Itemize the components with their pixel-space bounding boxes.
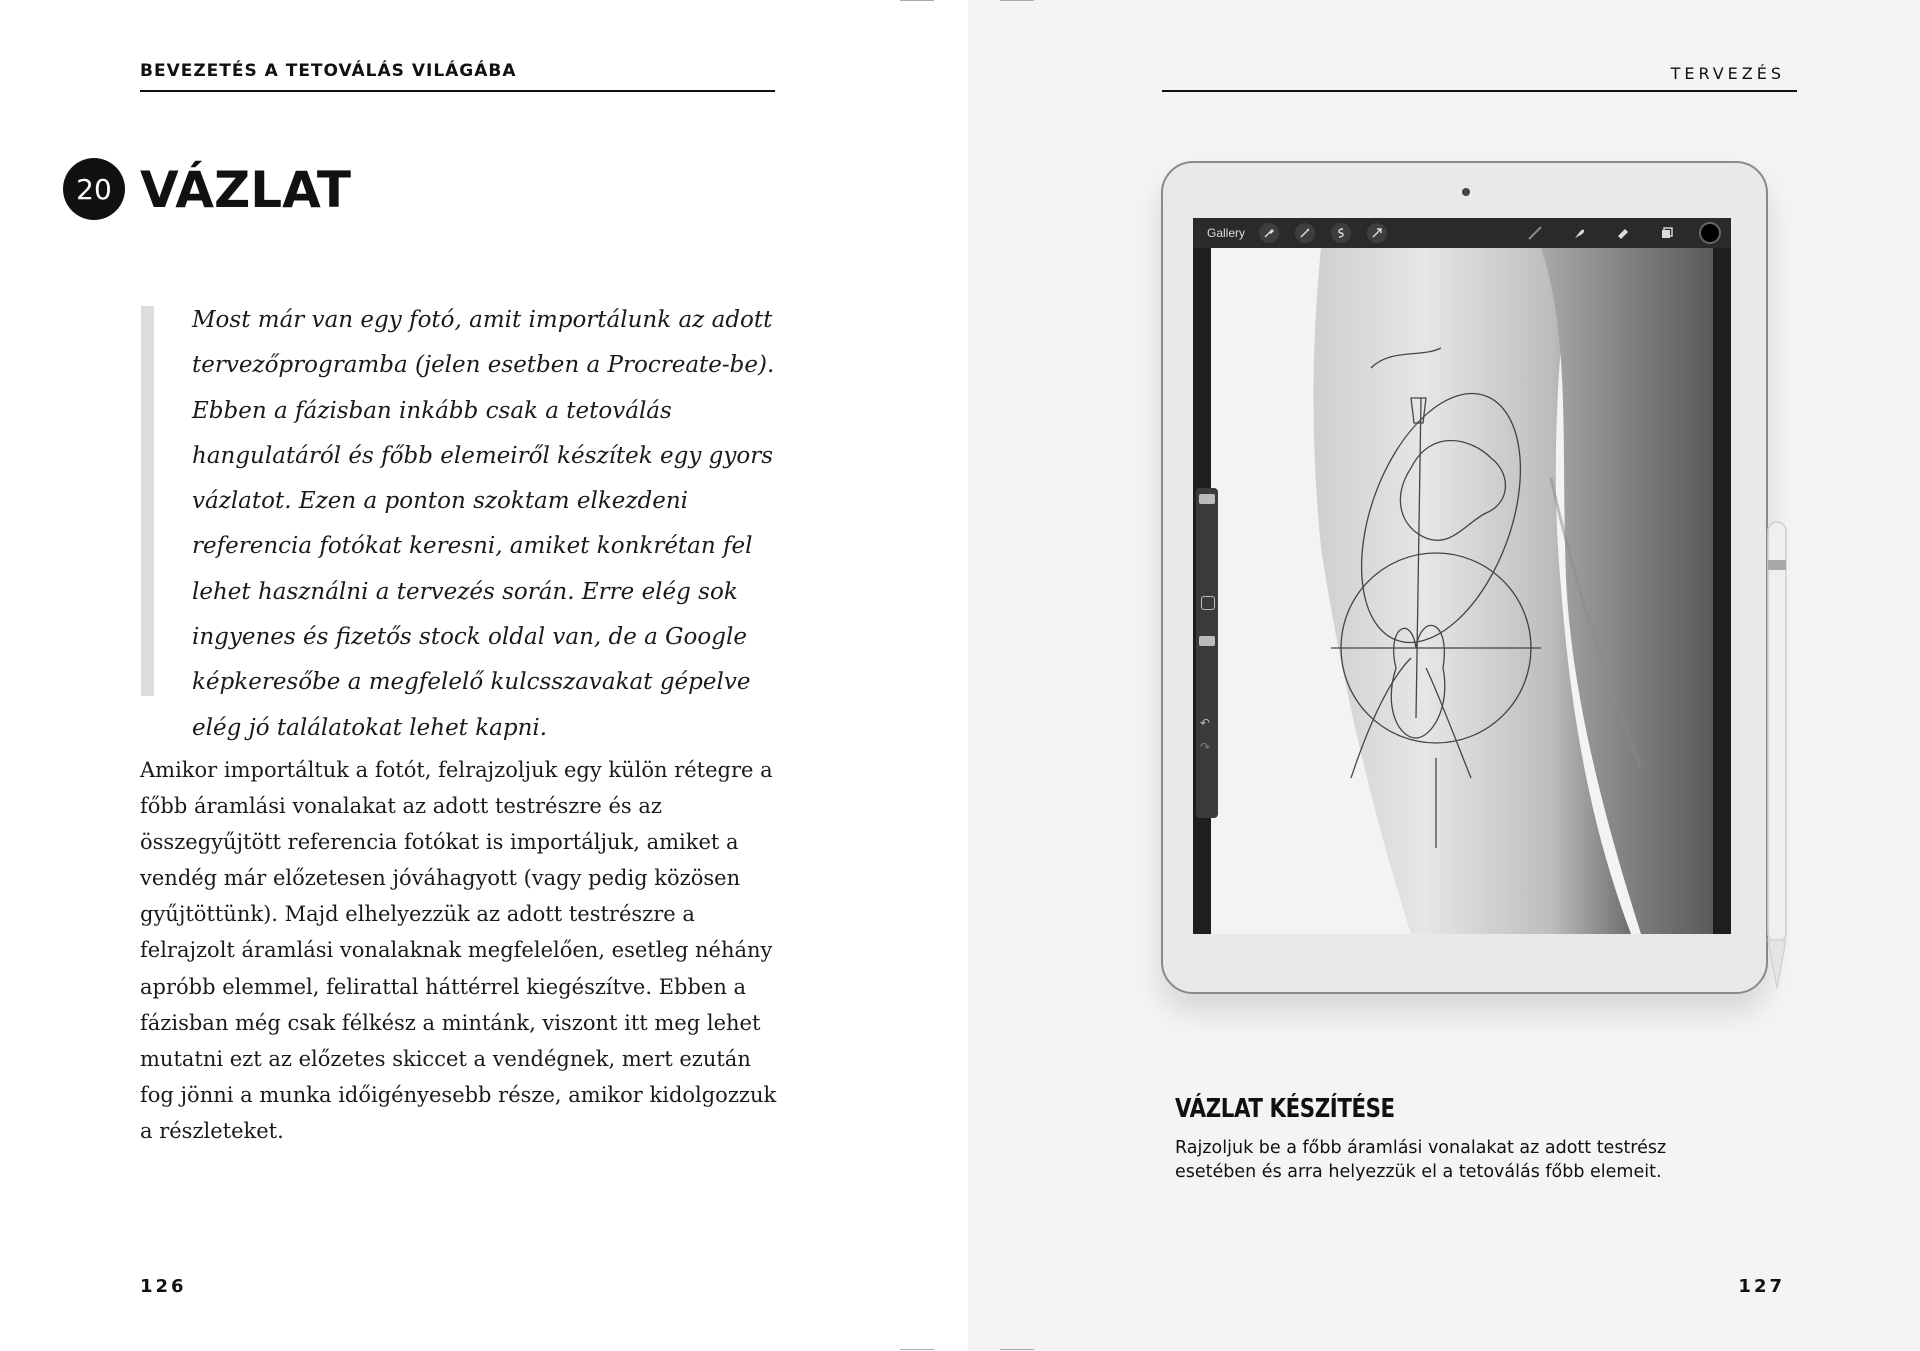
layers-icon[interactable] xyxy=(1657,223,1677,243)
undo-icon[interactable]: ↶ xyxy=(1200,716,1211,730)
crop-mark xyxy=(1000,1349,1034,1350)
page-number: 126 xyxy=(140,1276,187,1297)
right-toolset xyxy=(1501,222,1731,244)
header-rule xyxy=(1162,90,1797,92)
crop-mark xyxy=(900,1349,934,1350)
chapter-title: VÁZLAT xyxy=(140,161,352,219)
tablet-screen xyxy=(1193,218,1731,934)
opacity-slider[interactable] xyxy=(1199,636,1215,646)
caption-title: VÁZLAT KÉSZÍTÉSE xyxy=(1175,1094,1395,1124)
tablet-mockup xyxy=(1161,161,1768,994)
redo-icon[interactable]: ↷ xyxy=(1200,740,1211,754)
running-head: TERVEZÉS xyxy=(1670,64,1785,83)
drawing-canvas[interactable] xyxy=(1211,248,1713,934)
leg-sketch-image xyxy=(1211,248,1713,934)
page-number: 127 xyxy=(1738,1276,1785,1297)
pull-quote: Most már van egy fotó, amit importálunk az adott tervezőprogramba (jelen esetben a Procreate-be). Ebben a fázisban inkább csak a tetoválás hangulatáról és főbb elemeiről készítek egy gyors vázlatot. Ezen a ponton szoktam elkezdeni referencia fotókat keresni, amiket konkrétan fel lehet használni a tervezés során. Erre elég sok ingyenes és fizetős stock oldal van, de a Google képkeresőbe a megfelelő kulcsszavakat gépelve elég jó találatokat lehet kapni. xyxy=(192,307,775,741)
brush-icon[interactable] xyxy=(1525,223,1545,243)
body-paragraph: Amikor importáltuk a fotót, felrajzoljuk egy külön rétegre a főbb áramlási vonalakat az adott testrészre és az összegyűjtött referencia fotókat is importáljuk, amiket a vendég már előzetesen jóváhagyott (vagy pedig közösen gyűjtöttünk). Majd elhelyezzük az adott testrészre a felrajzolt áramlási vonalaknak megfelelően, esetleg néhány apróbb elemmel, felirattal háttérrel kiegészítve. Ebben a fázisban még csak félkész a mintánk, viszont itt meg lehet mutatni ezt az előzetes skiccet a vendégnek, mert ezután fog jönni a munka időigényesebb része, amikor kidolgozzuk a részleteket. xyxy=(140,758,777,1143)
sidebar-controls xyxy=(1196,488,1218,818)
wrench-icon[interactable] xyxy=(1259,223,1279,243)
app-toolbar xyxy=(1193,218,1731,248)
crop-mark xyxy=(900,0,934,1)
eraser-icon[interactable] xyxy=(1613,223,1633,243)
stylus-pencil xyxy=(1764,520,1790,990)
color-swatch[interactable] xyxy=(1699,222,1721,244)
camera-dot xyxy=(1462,188,1470,196)
brush-size-slider[interactable] xyxy=(1199,494,1215,504)
magic-wand-icon[interactable] xyxy=(1295,223,1315,243)
header-rule xyxy=(140,90,775,92)
crop-mark xyxy=(1000,0,1034,1)
chapter-number-badge: 20 xyxy=(63,158,125,220)
running-head: BEVEZETÉS A TETOVÁLÁS VILÁGÁBA xyxy=(140,61,517,81)
modify-button[interactable] xyxy=(1201,596,1215,610)
caption-text: Rajzoljuk be a főbb áramlási vonalakat az adott testrész esetében és arra helyezzük el a tetoválás főbb elemeit. xyxy=(1175,1138,1667,1182)
transform-icon[interactable] xyxy=(1367,223,1387,243)
smudge-icon[interactable] xyxy=(1569,223,1589,243)
gallery-button[interactable]: Gallery xyxy=(1207,226,1246,240)
quote-bar xyxy=(141,306,154,696)
selection-icon[interactable] xyxy=(1331,223,1351,243)
